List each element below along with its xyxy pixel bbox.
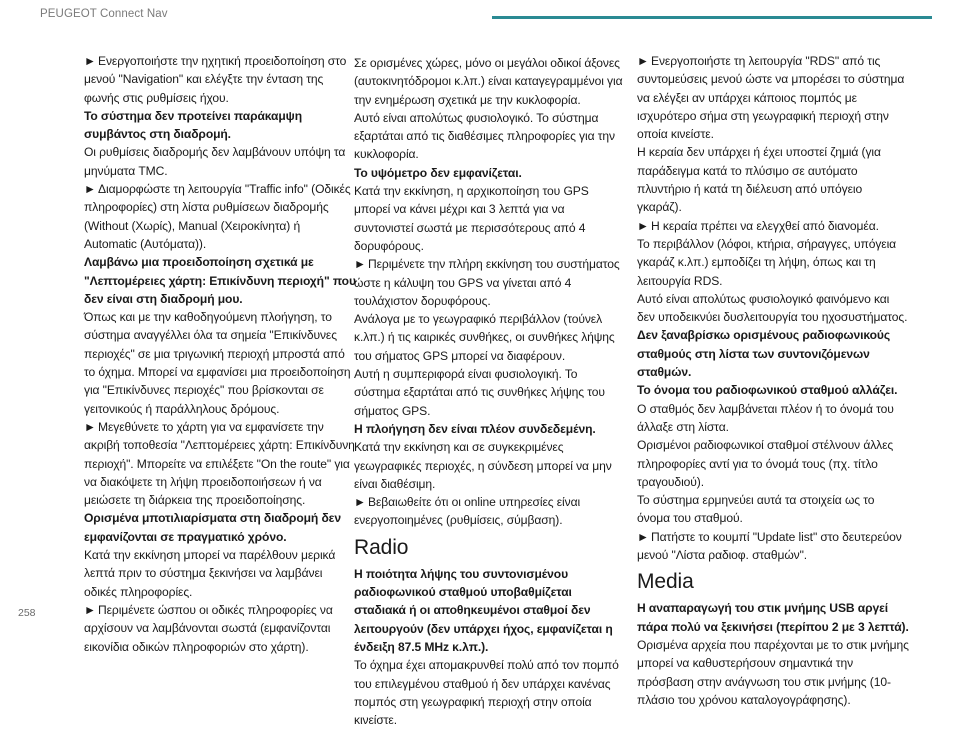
question-heading: Λαμβάνω μια προειδοποίηση σχετικά με "Λεπτομέρειες χάρτη: Επικίνδυνη περιοχή" που δεν είναι στη διαδρομή μου. [84, 255, 356, 306]
arrow-icon: ► [84, 419, 96, 434]
text-column-2 [354, 54, 626, 729]
instruction-text: Περιμένετε ώσπου οι οδικές πληροφορίες να αρχίσουν να λαμβάνονται σωστά (εμφανίζονται εικονίδια οδικών πληροφοριών στο χάρτη). [84, 602, 333, 654]
question-heading: Το υψόμετρο δεν εμφανίζεται. [354, 165, 522, 180]
instruction-text: Ενεργοποιήστε τη λειτουργία "RDS" από τις συντομεύσεις μενού ώστε να μπορέσει το σύστημα να ελέγξει αν υπάρχει κάποιος πομπός με ισχυρότερο σήμα στη γεωγραφική περιοχή στην οποία κινείστε. [637, 54, 905, 142]
action-instruction [84, 418, 356, 509]
body-paragraph: Η κεραία δεν υπάρχει ή έχει υποστεί ζημιά (για παράδειγμα κατά το πλύσιμο σε αυτόματο πλυντήριο ή κατά τη διέλευση από υπόγειο γκαράζ). [637, 145, 881, 215]
text-column-1 [84, 52, 356, 656]
body-paragraph: Σε ορισμένες χώρες, μόνο οι μεγάλοι οδικοί άξονες (αυτοκινητόδρομοι κ.λπ.) είναι καταγεγραμμένοι για την ενημέρωση σχετικά με την κυκλοφορία. [354, 56, 623, 107]
action-instruction [637, 528, 909, 565]
body-paragraph: Ορισμένα αρχεία που παρέχονται με το στικ μνήμης μπορεί να καθυστερήσουν σημαντικά την πρόσβαση στην ανάγνωση του στικ μνήμης (10-πλάσιο του χρόνου καταλογογράφησης). [637, 637, 909, 707]
body-paragraph: Το όχημα έχει απομακρυνθεί πολύ από τον πομπό του επιλεγμένου σταθμού ή δεν υπάρχει κανένας πομπός στη γεωγραφική περιοχή στην οποία κινείστε. [354, 658, 619, 728]
body-paragraph: Το περιβάλλον (λόφοι, κτήρια, σήραγγες, υπόγεια γκαράζ κ.λπ.) εμποδίζει τη λήψη, όπως και τη λειτουργία RDS. [637, 236, 897, 288]
header-accent-bar [492, 16, 932, 19]
question-heading: Το όνομα του ραδιοφωνικού σταθμού αλλάζει. [637, 383, 898, 398]
action-instruction [84, 180, 356, 253]
instruction-text: Περιμένετε την πλήρη εκκίνηση του συστήματος ώστε η κάλυψη του GPS να γίνεται από 4 τουλάχιστον δορυφόρους. [354, 257, 620, 308]
section-heading: Media [637, 570, 694, 594]
question-heading: Η ποιότητα λήψης του συντονισμένου ραδιοφωνικού σταθμού υποβαθμίζεται σταδιακά ή οι αποθηκευμένοι σταθμοί δεν λειτουργούν (δεν υπάρχει ήχος, εμφανίζεται η ένδειξη 87.5 MHz κ.λπ.). [354, 566, 613, 654]
instruction-text: Πατήστε το κουμπί "Update list" στο δευτερεύον μενού "Λίστα ραδιοφ. σταθμών". [637, 529, 902, 563]
question-heading: Δεν ξαναβρίσκω ορισμένους ραδιοφωνικούς σταθμούς στη λίστα των συντονιζόμενων σταθμών. [637, 328, 891, 380]
text-column-3 [637, 52, 909, 709]
instruction-text: Η κεραία πρέπει να ελεγχθεί από διανομέα. [651, 218, 879, 233]
body-paragraph: Ανάλογα με το γεωγραφικό περιβάλλον (τούνελ κ.λπ.) ή τις καιρικές συνθήκες, οι συνθήκες λήψης του σήματος GPS μπορεί να διαφέρουν. [354, 312, 615, 363]
arrow-icon: ► [354, 495, 366, 510]
body-paragraph: Ορισμένοι ραδιοφωνικοί σταθμοί στέλνουν άλλες πληροφορίες αντί για το όνομά τους (πχ. τίτλο τραγουδιού). [637, 438, 894, 489]
question-heading: Ορισμένα μποτιλιαρίσματα στη διαδρομή δεν εμφανίζονται σε πραγματικό χρόνο. [84, 511, 341, 544]
question-heading: Η πλοήγηση δεν είναι πλέον συνδεδεμένη. [354, 421, 596, 436]
instruction-text: Ενεργοποιήστε την ηχητική προειδοποίηση στο μενού "Navigation" και ελέγξτε την ένταση της φωνής στις ρυθμίσεις ήχου. [84, 54, 347, 105]
question-heading: Το σύστημα δεν προτείνει παράκαμψη συμβάντος στη διαδρομή. [84, 108, 302, 142]
header-title: PEUGEOT Connect Nav [40, 8, 168, 20]
action-instruction [84, 52, 356, 107]
body-paragraph: Οι ρυθμίσεις διαδρομής δεν λαμβάνουν υπόψη τα μηνύματα TMC. [84, 145, 346, 178]
arrow-icon: ► [637, 218, 649, 233]
body-paragraph: Αυτή η συμπεριφορά είναι φυσιολογική. Το σύστημα εξαρτάται από τις συνθήκες λήψης του σήματος GPS. [354, 367, 605, 418]
question-heading: Η αναπαραγωγή του στικ μνήμης USB αργεί πάρα πολύ να ξεκινήσει (περίπου 2 με 3 λεπτά). [637, 601, 909, 634]
instruction-text: Μεγεθύνετε το χάρτη για να εμφανίσετε την ακριβή τοποθεσία "Λεπτομέρειες χάρτη: Επικίνδυνη περιοχή". Μπορείτε να επιλέξετε "On the route" για να διακόψετε τη λήψη προειδοποιήσεων ή να μειώσετε τη διάρκεια της προειδοποίησης. [84, 419, 355, 508]
instruction-text: Βεβαιωθείτε ότι οι online υπηρεσίες είναι ενεργοποιημένες (ρυθμίσεις, σύμβαση). [354, 495, 581, 528]
section-heading: Radio [354, 535, 409, 559]
body-paragraph: Ο σταθμός δεν λαμβάνεται πλέον ή το όνομά του άλλαξε στη λίστα. [637, 401, 894, 434]
body-paragraph: Αυτό είναι απολύτως φυσιολογικό φαινόμενο και δεν υποδεικνύει δυσλειτουργία του ηχοσυστήματος. [637, 291, 908, 325]
body-paragraph: Το σύστημα ερμηνεύει αυτά τα στοιχεία ως το όνομα του σταθμού. [637, 493, 875, 526]
arrow-icon: ► [637, 54, 649, 68]
body-paragraph: Κατά την εκκίνηση μπορεί να παρέλθουν μερικά λεπτά πριν το σύστημα ξεκινήσει να λαμβάνει οδικές πληροφορίες. [84, 548, 336, 599]
body-paragraph: Όπως και με την καθοδηγούμενη πλοήγηση, το σύστημα αναγγέλλει όλα τα σημεία "Επικίνδυνες περιοχές" σε μια τριγωνική περιοχή μπροστά από το όχημα. Μπορεί να εμφανίσει μια προειδοποίηση για "Επικίνδυνες περιοχές" που βρίσκονται σε γειτονικούς ή παράλληλους δρόμους. [84, 310, 351, 416]
page-number: 258 [18, 607, 36, 619]
arrow-icon: ► [84, 182, 96, 197]
action-instruction [84, 601, 356, 656]
action-instruction [354, 255, 626, 310]
action-instruction [354, 493, 626, 530]
arrow-icon: ► [84, 54, 96, 68]
arrow-icon: ► [637, 529, 649, 544]
arrow-icon: ► [354, 257, 366, 272]
action-instruction [637, 217, 909, 235]
arrow-icon: ► [84, 602, 96, 617]
body-paragraph: Κατά την εκκίνηση και σε συγκεκριμένες γεωγραφικές περιοχές, η σύνδεση μπορεί να μην είναι διαθέσιμη. [354, 440, 612, 491]
body-paragraph: Κατά την εκκίνηση, η αρχικοποίηση του GPS μπορεί να κάνει μέχρι και 3 λεπτά για να συντονιστεί σωστά με περισσότερους από 4 δορυφόρους. [354, 184, 589, 253]
body-paragraph: Αυτό είναι απολύτως φυσιολογικό. Το σύστημα εξαρτάται από τις διαθέσιμες πληροφορίες για την κυκλοφορία. [354, 110, 615, 162]
instruction-text: Διαμορφώστε τη λειτουργία "Traffic info" (Οδικές πληροφορίες) στη λίστα ρυθμίσεων διαδρομής (Without (Χωρίς), Manual (Χειροκίνητα) ή Automatic (Αυτόματα)). [84, 182, 351, 251]
action-instruction [637, 52, 909, 143]
